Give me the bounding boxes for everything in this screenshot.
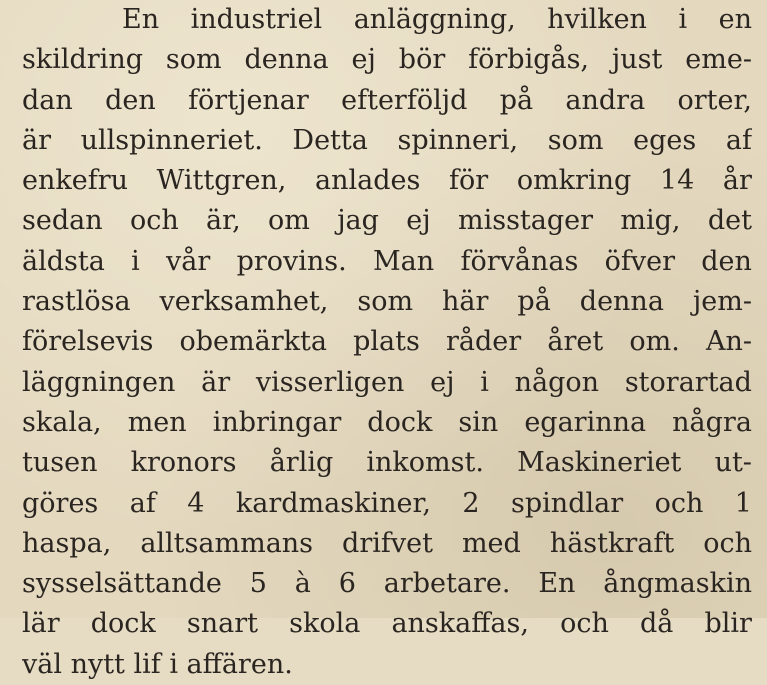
text-line: läggningen är visserligen ej i någon storartad (22, 366, 752, 398)
text-line: enkefru Wittgren, anlades för omkring 14 år (22, 165, 752, 197)
text-line: haspa, alltsammans drifvet med hästkraft och (22, 527, 752, 559)
text-line: dan den förtjenar efterföljd på andra orter, (22, 84, 752, 116)
text-line: rastlösa verksamhet, som här på denna jem- (22, 286, 752, 318)
text-line: väl nytt lif i affären. (22, 648, 293, 680)
text-line: äldsta i vår provins. Man förvånas öfver den (22, 245, 752, 277)
text-line: göres af 4 kardmaskiner, 2 spindlar och 1 (22, 487, 752, 519)
text-line: En industriel anläggning, hvilken i en (122, 4, 752, 35)
article-column (22, 0, 752, 685)
text-line: förelsevis obemärkta plats råder året om. An- (22, 326, 752, 358)
text-line: är ullspinneriet. Detta spinneri, som eges af (22, 124, 752, 156)
text-line: lär dock snart skola anskaffas, och då blir (22, 608, 752, 640)
text-line: skala, men inbringar dock sin egarinna några (22, 406, 752, 438)
text-line: sedan och är, om jag ej misstager mig, det (22, 205, 752, 237)
text-line: sysselsättande 5 à 6 arbetare. En ångmaskin (22, 568, 752, 600)
text-line: skildring som denna ej bör förbigås, just eme- (22, 44, 752, 76)
text-line: tusen kronors årlig inkomst. Maskineriet ut- (22, 447, 752, 479)
